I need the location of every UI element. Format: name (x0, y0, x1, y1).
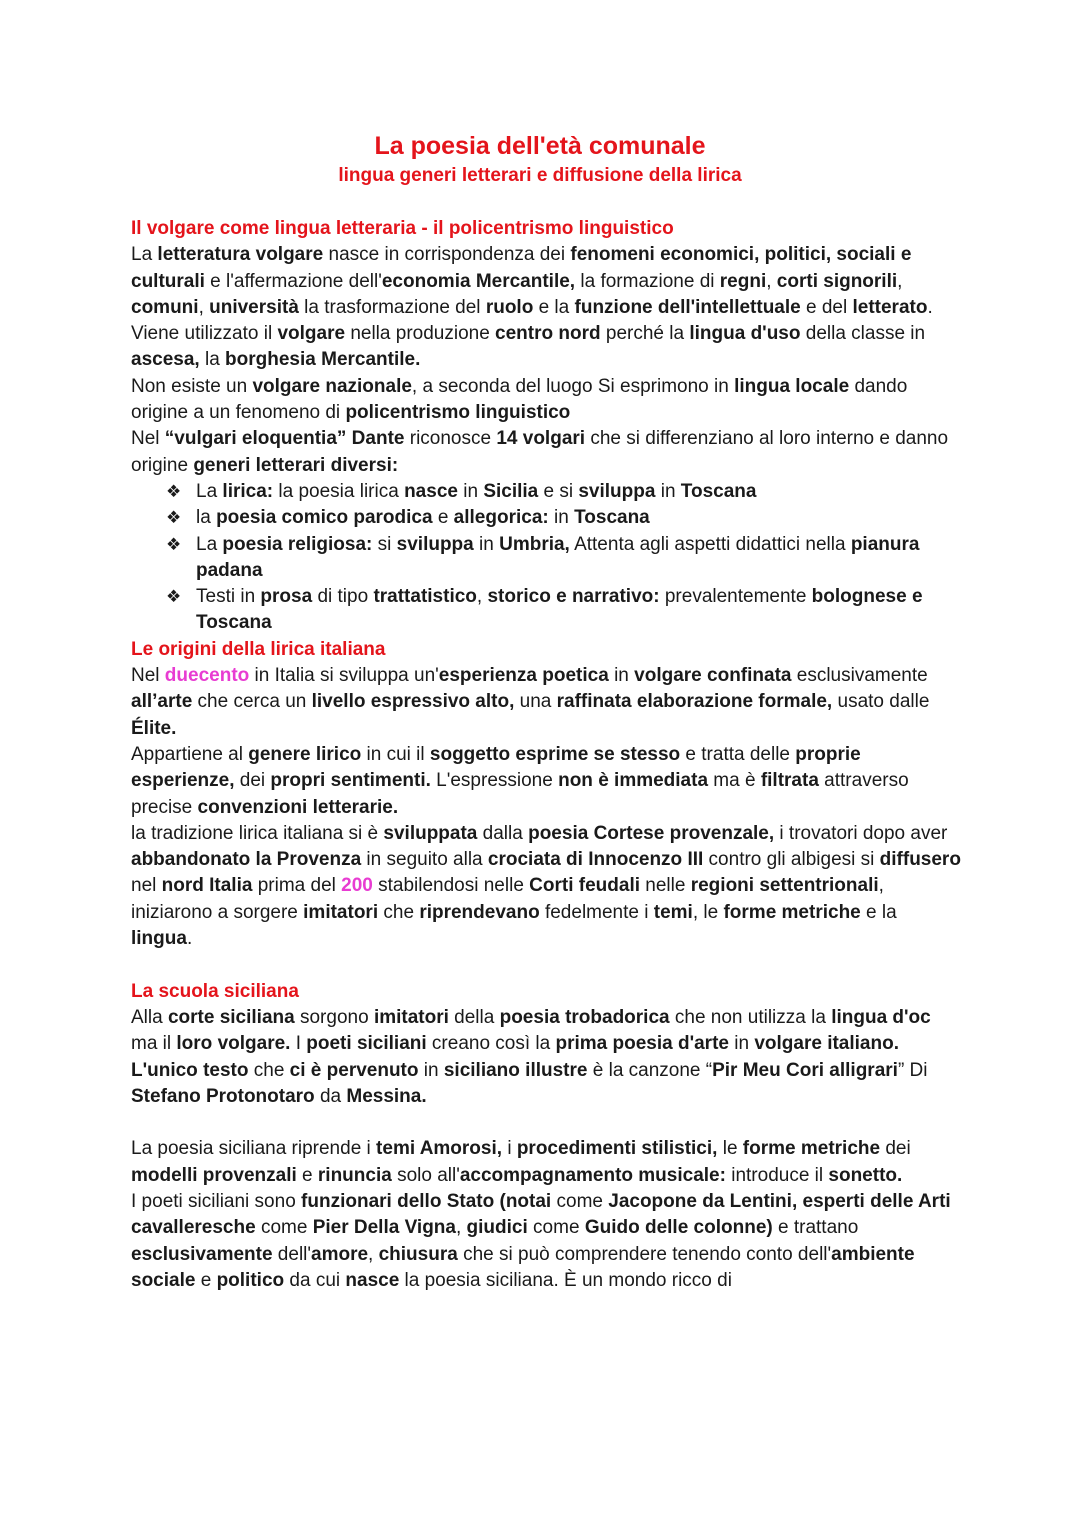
emphasis-text: riprendevano (419, 901, 540, 923)
list-item (166, 532, 961, 585)
emphasis-text: ambiente sociale (131, 1243, 915, 1291)
emphasis-text: chiusura (378, 1243, 458, 1265)
emphasis-text: poesia religiosa: (222, 533, 373, 555)
section-heading-scuola-siciliana: La scuola siciliana (131, 980, 299, 1002)
emphasis-text: convenzioni letterarie. (197, 796, 399, 818)
text-run: e (195, 1269, 217, 1291)
text-run: La (196, 480, 223, 502)
text-run: la formazione di (575, 270, 720, 292)
paragraph (131, 426, 961, 479)
text-run: la tradizione lirica italiana si è (131, 822, 384, 844)
text-run: Appartiene al (131, 743, 249, 765)
spacer (131, 1110, 961, 1136)
text-run: esclusivamente (791, 665, 928, 687)
text-run: Viene utilizzato il (131, 323, 278, 345)
emphasis-text: letterato (852, 296, 928, 318)
emphasis-text: duecento (164, 665, 250, 687)
emphasis-text: regni (719, 270, 767, 292)
list-item (166, 505, 961, 531)
text-run: in (457, 480, 484, 502)
text-run: che cerca un (192, 691, 312, 713)
emphasis-text: propri sentimenti. (270, 770, 431, 792)
text-run: in (728, 1033, 755, 1055)
text-run: i (502, 1138, 517, 1160)
emphasis-text: soggetto esprime se stesso (429, 743, 681, 765)
text-run: Attenta agli aspetti didattici nella (569, 533, 851, 555)
paragraph (131, 374, 961, 427)
emphasis-text: volgare (277, 323, 346, 345)
emphasis-text: temi Amorosi, (376, 1138, 503, 1160)
diamond-bullet-icon: ❖ (166, 587, 182, 607)
text-run: La (196, 533, 223, 555)
text-run: sorgono (294, 1006, 374, 1028)
text-run: dell' (272, 1243, 312, 1265)
emphasis-text: accompagnamento musicale: (459, 1164, 726, 1186)
emphasis-text: poesia Cortese provenzale, (528, 822, 775, 844)
text-run: si (372, 533, 397, 555)
emphasis-text: volgare confinata (634, 665, 792, 687)
text-run: dei (234, 770, 271, 792)
text-run: in cui il (361, 743, 430, 765)
text-run: ma il (131, 1033, 177, 1055)
emphasis-text: forme metriche (723, 901, 861, 923)
paragraph (131, 242, 961, 321)
emphasis-text: economia Mercantile, (381, 270, 576, 292)
text-run: che si può comprendere tenendo conto dell' (457, 1243, 832, 1265)
text-run: introduce il (725, 1164, 829, 1186)
text-run: in (473, 533, 500, 555)
emphasis-text: fenomeni economici, politici, sociali e culturali (131, 244, 912, 292)
text-run: , (476, 586, 488, 608)
emphasis-text: Messina. (346, 1085, 427, 1107)
emphasis-text: prima poesia d'arte (555, 1033, 729, 1055)
emphasis-text: loro volgare. (176, 1033, 291, 1055)
text-run: , a seconda del luogo Si esprimono in (411, 375, 735, 397)
emphasis-text: genere lirico (248, 743, 362, 765)
emphasis-text: Corti feudali (529, 875, 641, 897)
emphasis-text: volgare nazionale (252, 375, 412, 397)
text-run: è la canzone “ (587, 1059, 713, 1081)
text-run: della classe in (800, 323, 926, 345)
emphasis-text: livello espressivo alto, (311, 691, 515, 713)
text-run: e tratta delle (680, 743, 796, 765)
text-run: una (514, 691, 557, 713)
text-run: in seguito alla (361, 849, 488, 871)
emphasis-text: Toscana (574, 507, 650, 529)
paragraph (131, 663, 961, 742)
text-run: di tipo (312, 586, 374, 608)
emphasis-text: 200 (341, 875, 373, 897)
text-run: che (248, 1059, 290, 1081)
emphasis-text: lingua locale (734, 375, 850, 397)
paragraph (131, 1189, 961, 1294)
emphasis-text: temi (653, 901, 693, 923)
text-run: stabilendosi nelle (372, 875, 530, 897)
text-run: e la (533, 296, 575, 318)
text-run: La (131, 244, 158, 266)
text-run: nel (131, 875, 162, 897)
section-heading-origini: Le origini della lirica italiana (131, 638, 386, 660)
paragraph (131, 821, 961, 952)
emphasis-text: Pier Della Vigna (312, 1217, 456, 1239)
text-run: . (927, 296, 933, 318)
emphasis-text: 14 volgari (496, 428, 586, 450)
text-run: . (186, 928, 193, 950)
text-run: e trattano (772, 1217, 859, 1239)
text-run: della (448, 1006, 500, 1028)
text-run: I (290, 1033, 307, 1055)
section-heading-volgare: Il volgare come lingua letteraria - il policentrismo linguistico (131, 218, 674, 239)
text-run: e (432, 507, 454, 529)
emphasis-text: proprie esperienze, (131, 743, 861, 792)
bullet-list-generi (131, 479, 961, 637)
emphasis-text: “vulgari eloquentia” (164, 428, 347, 450)
text-run: Alla (131, 1006, 168, 1028)
emphasis-text: allegorica: (453, 507, 549, 529)
paragraph (131, 1136, 961, 1189)
text-run: i trovatori dopo aver (774, 822, 948, 844)
text-run: prima del (252, 875, 342, 897)
emphasis-text: bolognese e Toscana (196, 586, 923, 634)
emphasis-text: all’arte (131, 691, 193, 713)
text-run: come (527, 1217, 585, 1239)
emphasis-text: rinuncia (317, 1164, 392, 1186)
emphasis-text: policentrismo linguistico (345, 402, 571, 424)
emphasis-text: diffusero (879, 849, 961, 871)
text-run: e del (800, 296, 853, 318)
emphasis-text: Dante (351, 428, 405, 450)
emphasis-text: trattatistico (373, 586, 477, 608)
emphasis-text: raffinata elaborazione formale, (556, 691, 833, 713)
emphasis-text: Umbria, (499, 533, 570, 555)
text-run: nasce in corrispondenza dei (323, 244, 571, 266)
text-run: , le (692, 901, 724, 923)
emphasis-text: imitatori (303, 901, 379, 923)
text-run: in (548, 507, 575, 529)
text-run: come (551, 1190, 609, 1212)
text-run: Testi in (196, 586, 261, 608)
text-run: , iniziarono a sorgere (131, 875, 884, 923)
emphasis-text: funzionari dello Stato (301, 1190, 495, 1212)
emphasis-text: nasce (345, 1269, 400, 1291)
text-run: nelle (640, 875, 691, 897)
list-item (166, 479, 961, 505)
page-title: La poesia dell'età comunale (374, 132, 706, 160)
diamond-bullet-icon: ❖ (166, 508, 182, 528)
text-run: Non esiste un (131, 375, 253, 397)
text-run: dei (880, 1138, 911, 1160)
paragraph (131, 321, 961, 374)
emphasis-text: prosa (260, 586, 313, 608)
text-run: e la (860, 901, 897, 923)
emphasis-text: corte siciliana (167, 1006, 295, 1028)
emphasis-text: esperienza poetica (438, 665, 609, 687)
text-run: la poesia lirica (273, 480, 405, 502)
emphasis-text: imitatori (373, 1006, 449, 1028)
emphasis-text: corti signorili (776, 270, 898, 292)
spacer (131, 952, 961, 978)
paragraph (131, 742, 961, 821)
text-run: e (296, 1164, 318, 1186)
emphasis-text: esclusivamente (131, 1243, 273, 1265)
text-run: che si differenziano al loro interno e danno origine (131, 428, 949, 476)
list-item (166, 584, 961, 637)
text-run: attraverso precise (131, 770, 909, 818)
emphasis-text: regioni settentrionali (690, 875, 879, 897)
emphasis-text: filtrata (760, 770, 819, 792)
text-run: la (196, 507, 217, 529)
text-run: come (255, 1217, 313, 1239)
text-run: in (418, 1059, 444, 1081)
text-run: da (314, 1085, 347, 1107)
emphasis-text: Élite. (131, 717, 177, 739)
text-run: la poesia siciliana. È un mondo ricco di (399, 1269, 732, 1291)
emphasis-text: storico e narrativo: (487, 586, 660, 608)
emphasis-text: letteratura volgare (157, 244, 324, 266)
text-run: Nel (131, 665, 165, 687)
paragraph (131, 1058, 961, 1111)
text-run: Nel (131, 428, 165, 450)
diamond-bullet-icon: ❖ (166, 481, 182, 501)
emphasis-text: borghesia Mercantile. (225, 349, 421, 371)
text-run: le (717, 1138, 743, 1160)
text-run: , (897, 270, 903, 292)
text-run: nella produzione (345, 323, 496, 345)
emphasis-text: ci è pervenuto (289, 1059, 419, 1081)
emphasis-text: abbandonato la Provenza (131, 849, 362, 871)
text-run: in (655, 480, 681, 502)
emphasis-text: comuni (131, 296, 199, 318)
diamond-bullet-icon: ❖ (166, 534, 182, 554)
emphasis-text: funzione dell'intellettuale (574, 296, 801, 318)
text-run: e si (538, 480, 579, 502)
emphasis-text: (notai (499, 1190, 552, 1212)
text-run: creano così la (426, 1033, 556, 1055)
emphasis-text: volgare italiano. (754, 1033, 899, 1055)
text-run: , (766, 270, 777, 292)
text-run: dalla (477, 822, 529, 844)
emphasis-text: politico (216, 1269, 285, 1291)
text-run: solo all' (391, 1164, 460, 1186)
emphasis-text: lingua d'uso (689, 323, 801, 345)
text-run: che (378, 901, 420, 923)
emphasis-text: università (209, 296, 299, 318)
emphasis-text: poeti siciliani (306, 1033, 427, 1055)
text-run: perché la (600, 323, 690, 345)
text-run: I poeti siciliani sono (131, 1190, 302, 1212)
emphasis-text: Guido delle colonne) (584, 1217, 773, 1239)
emphasis-text: ruolo (485, 296, 534, 318)
text-run: in (608, 665, 635, 687)
emphasis-text: Pir Meu Cori alligrari (712, 1059, 898, 1081)
emphasis-text: sviluppa (396, 533, 474, 555)
text-run: , (198, 296, 210, 318)
emphasis-text: Jacopone da Lentini, esperti delle Arti cavalleresche (131, 1190, 951, 1239)
text-run: L'espressione (430, 770, 559, 792)
text-run: prevalentemente (659, 586, 812, 608)
emphasis-text: giudici (466, 1217, 528, 1239)
text-run: la (199, 349, 226, 371)
emphasis-text: lirica: (222, 480, 274, 502)
emphasis-text: nord Italia (161, 875, 253, 897)
emphasis-text: amore (311, 1243, 369, 1265)
emphasis-text: centro nord (495, 323, 601, 345)
emphasis-text: Toscana (680, 480, 757, 502)
emphasis-text: siciliano illustre (443, 1059, 588, 1081)
text-run: la trasformazione del (298, 296, 486, 318)
emphasis-text: non è immediata (558, 770, 709, 792)
emphasis-text: lingua d'oc (831, 1006, 931, 1028)
page-subtitle: lingua generi letterari e diffusione della lirica (338, 165, 742, 186)
emphasis-text: modelli provenzali (131, 1164, 297, 1186)
text-run: ma è (708, 770, 761, 792)
emphasis-text: sviluppata (383, 822, 478, 844)
emphasis-text: poesia comico parodica (216, 507, 433, 529)
text-run: usato dalle (832, 691, 930, 713)
text-run: , (455, 1217, 467, 1239)
emphasis-text: generi letterari diversi: (193, 454, 399, 476)
emphasis-text: Sicilia (483, 480, 539, 502)
text-run: fedelmente i (539, 901, 654, 923)
text-run: in Italia si sviluppa un' (249, 665, 439, 687)
text-run: , (368, 1243, 379, 1265)
emphasis-text: poesia trobadorica (499, 1006, 670, 1028)
text-run: e l'affermazione dell' (204, 270, 382, 292)
text-run: La poesia siciliana riprende i (131, 1138, 377, 1160)
paragraph (131, 1005, 961, 1058)
emphasis-text: pianura padana (196, 533, 920, 581)
emphasis-text: sonetto. (828, 1164, 903, 1186)
emphasis-text: nasce (404, 480, 458, 502)
emphasis-text: Stefano Protonotaro (131, 1085, 315, 1107)
emphasis-text: lingua (131, 928, 187, 950)
emphasis-text: sviluppa (578, 480, 656, 502)
text-run: ” Di (897, 1059, 928, 1081)
emphasis-text: ascesa, (131, 349, 200, 371)
emphasis-text: procedimenti stilistici, (516, 1138, 718, 1160)
text-run: dando origine a un fenomeno di (131, 375, 908, 424)
emphasis-text: forme metriche (742, 1138, 881, 1160)
text-run: contro gli albigesi si (703, 849, 880, 871)
emphasis-text: crociata di Innocenzo III (487, 849, 704, 871)
text-run: da cui (284, 1269, 346, 1291)
text-run: riconosce (404, 428, 497, 450)
emphasis-text: L'unico testo (131, 1059, 249, 1081)
document-body (131, 216, 961, 1294)
text-run: che non utilizza la (669, 1006, 832, 1028)
